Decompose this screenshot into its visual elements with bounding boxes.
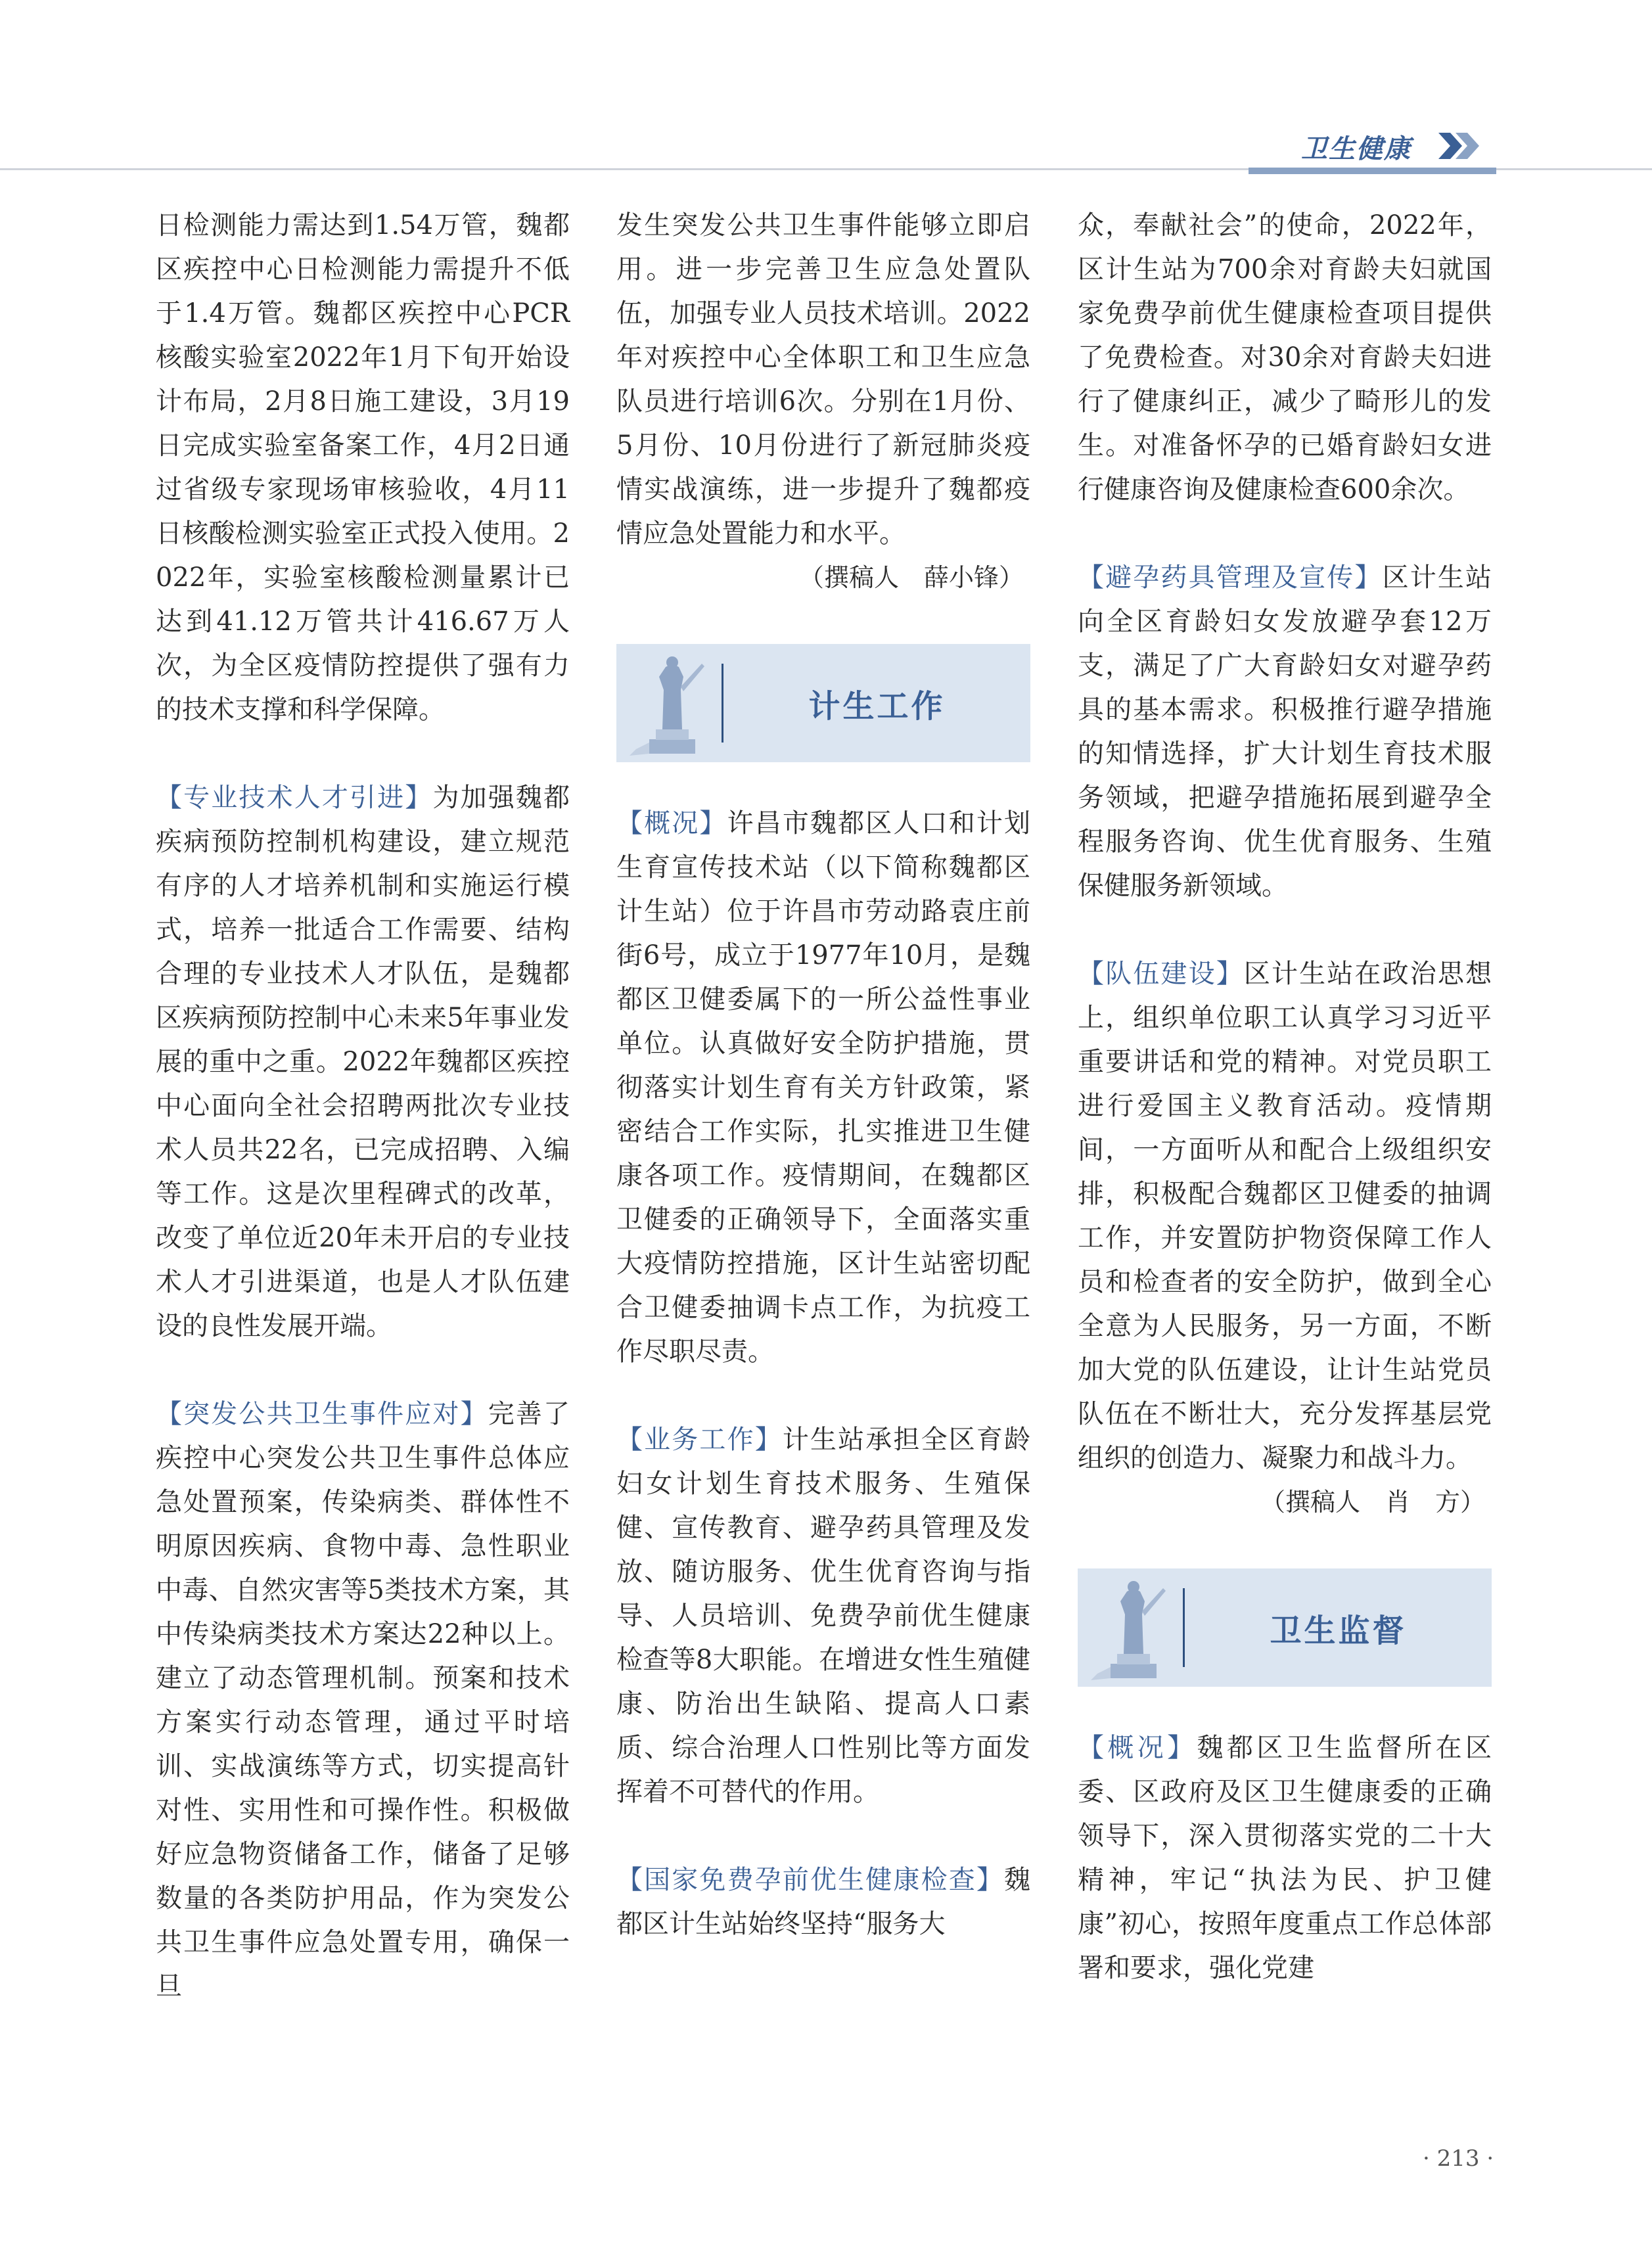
paragraph: 众，奉献社会”的使命，2022年，区计生站为700余对育龄夫妇就国家免费孕前优生健康检查项目提供了免费检查。对30余对育龄夫妇进行了健康纠正，减少了畸形儿的发生。对准备怀孕的已婚育龄妇女进行健康咨询及健康检查600余次。 xyxy=(1078,210,1492,505)
paragraph-text: 魏都区卫生监督所在区委、区政府及区卫生健康委的正确领导下，深入贯彻落实党的二十大精神，牢记“执法为民、护卫健康”初心，按照年度重点工作总体部署和要求，强化党建 xyxy=(1078,1733,1492,1983)
paragraph-exam xyxy=(616,1858,1030,1946)
author-credit: （撰稿人 肖 方） xyxy=(1260,1488,1485,1517)
section-heading: 【专业技术人才引进】 xyxy=(156,783,433,813)
paragraph-text: 计生站承担全区育龄妇女计划生育技术服务、生殖保健、宣传教育、避孕药具管理及发放、随访服务、优生优育咨询与指导、人员培训、免费孕前优生健康检查等8大职能。在增进女性生殖健康、防治出生缺陷、提高人口素质、综合治理人口性别比等方面发挥着不可替代的作用。 xyxy=(616,1425,1031,1807)
paragraph-emergency xyxy=(156,1392,570,2009)
paragraph-contraception xyxy=(1078,556,1492,908)
statue-icon xyxy=(623,651,722,759)
statue-icon xyxy=(1084,1575,1183,1683)
paragraph: 发生突发公共卫生事件能够立即启用。进一步完善卫生应急处置队伍，加强专业人员技术培训。2022年对疾控中心全体职工和卫生应急队员进行培训6次。分别在1月份、5月份、10月份进行了新冠肺炎疫情实战演练，进一步提升了魏都疫情应急处置能力和水平。 xyxy=(616,210,1030,549)
page-number: · 213 · xyxy=(1423,2145,1494,2172)
section-heading: 【国家免费孕前优生健康检查】 xyxy=(616,1865,1004,1895)
paragraph-text: 区计生站在政治思想上，组织单位职工认真学习习近平重要讲话和党的精神。对党员职工进行爱国主义教育活动。疫情期间，一方面听从和配合上级组织安排，积极配合魏都区卫健委的抽调工作，并安置防护物资保障工作人员和检查者的安全防护，做到全心全意为人民服务，另一方面，不断加大党的队伍建设，让计生站党员队伍在不断壮大，充分发挥基层党组织的创造力、凝聚力和战斗力。 xyxy=(1078,959,1492,1473)
paragraph-text: 魏都区计生站始终坚持“服务大 xyxy=(616,1865,1030,1939)
paragraph-business xyxy=(616,1418,1030,1814)
section-heading: 【避孕药具管理及宣传】 xyxy=(1078,562,1383,593)
paragraph-overview xyxy=(616,802,1030,1374)
paragraph-text: 许昌市魏都区人口和计划生育宣传技术站（以下简称魏都区计生站）位于许昌市劳动路袁庄前街6号，成立于1977年10月，是魏都区卫健委属下的一所公益性事业单位。认真做好安全防护措施，贯彻落实计划生育有关方针政策，紧密结合工作实际，扎实推进卫生健康各项工作。疫情期间，在魏都区卫健委的正确领导下，全面落实重大疫情防控措施，区计生站密切配合卫健委抽调卡点工作，为抗疫工作尽职尽责。 xyxy=(616,808,1031,1367)
section-title: 卫生健康 xyxy=(1301,134,1411,164)
paragraph-talent xyxy=(156,776,570,1348)
section-heading: 【概况】 xyxy=(616,808,727,838)
section-banner-family-planning xyxy=(616,644,1030,762)
banner-title: 卫生监督 xyxy=(1270,1612,1407,1649)
column-2 xyxy=(616,204,1030,1946)
paragraph-supervision xyxy=(1078,1726,1492,1990)
paragraph-team xyxy=(1078,952,1492,1480)
column-1 xyxy=(156,204,570,2009)
chevron-double-right-icon xyxy=(1437,131,1483,160)
header-accent-bar xyxy=(1249,168,1496,174)
section-heading: 【队伍建设】 xyxy=(1078,959,1244,989)
banner-title: 计生工作 xyxy=(808,687,946,725)
column-3 xyxy=(1078,204,1492,1990)
paragraph-text: 区计生站向全区育龄妇女发放避孕套12万支，满足了广大育龄妇女对避孕药具的基本需求。积极推行避孕措施的知情选择，扩大计划生育技术服务领域，把避孕措施拓展到避孕全程服务咨询、优生优育服务、生殖保健服务新领域。 xyxy=(1078,562,1492,901)
section-banner-health-supervision xyxy=(1078,1568,1492,1687)
section-heading: 【突发公共卫生事件应对】 xyxy=(156,1399,488,1429)
section-heading: 【概况】 xyxy=(1078,1733,1197,1763)
author-credit: （撰稿人 薛小锋） xyxy=(798,563,1024,592)
paragraph-text: 为加强魏都疾病预防控制机构建设，建立规范有序的人才培养机制和实施运行模式，培养一批适合工作需要、结构合理的专业技术人才队伍，是魏都区疾病预防控制中心未来5年事业发展的重中之重。2022年魏都区疾控中心面向全社会招聘两批次专业技术人员共22名，已完成招聘、入编等工作。这是次里程碑式的改革，改变了单位近20年未开启的专业技术人才引进渠道，也是人才队伍建设的良性发展开端。 xyxy=(156,783,570,1341)
paragraph: 日检测能力需达到1.54万管，魏都区疾控中心日检测能力需提升不低于1.4万管。魏都区疾控中心PCR核酸实验室2022年1月下旬开始设计布局，2月8日施工建设，3月19日完成实验室备案工作，4月2日通过省级专家现场审核验收，4月11日核酸检测实验室正式投入使用。2022年，实验室核酸检测量累计已达到41.12万管共计416.67万人次，为全区疫情防控提供了强有力的技术支撑和科学保障。 xyxy=(156,210,570,725)
paragraph-text: 完善了疾控中心突发公共卫生事件总体应急处置预案，传染病类、群体性不明原因疾病、食物中毒、急性职业中毒、自然灾害等5类技术方案，其中传染病类技术方案达22种以上。建立了动态管理机制。预案和技术方案实行动态管理，通过平时培训、实战演练等方式，切实提高针对性、实用性和可操作性。积极做好应急物资储备工作，储备了足够数量的各类防护用品，作为突发公共卫生事件应急处置专用，确保一旦 xyxy=(156,1399,570,2002)
section-heading: 【业务工作】 xyxy=(616,1425,783,1455)
